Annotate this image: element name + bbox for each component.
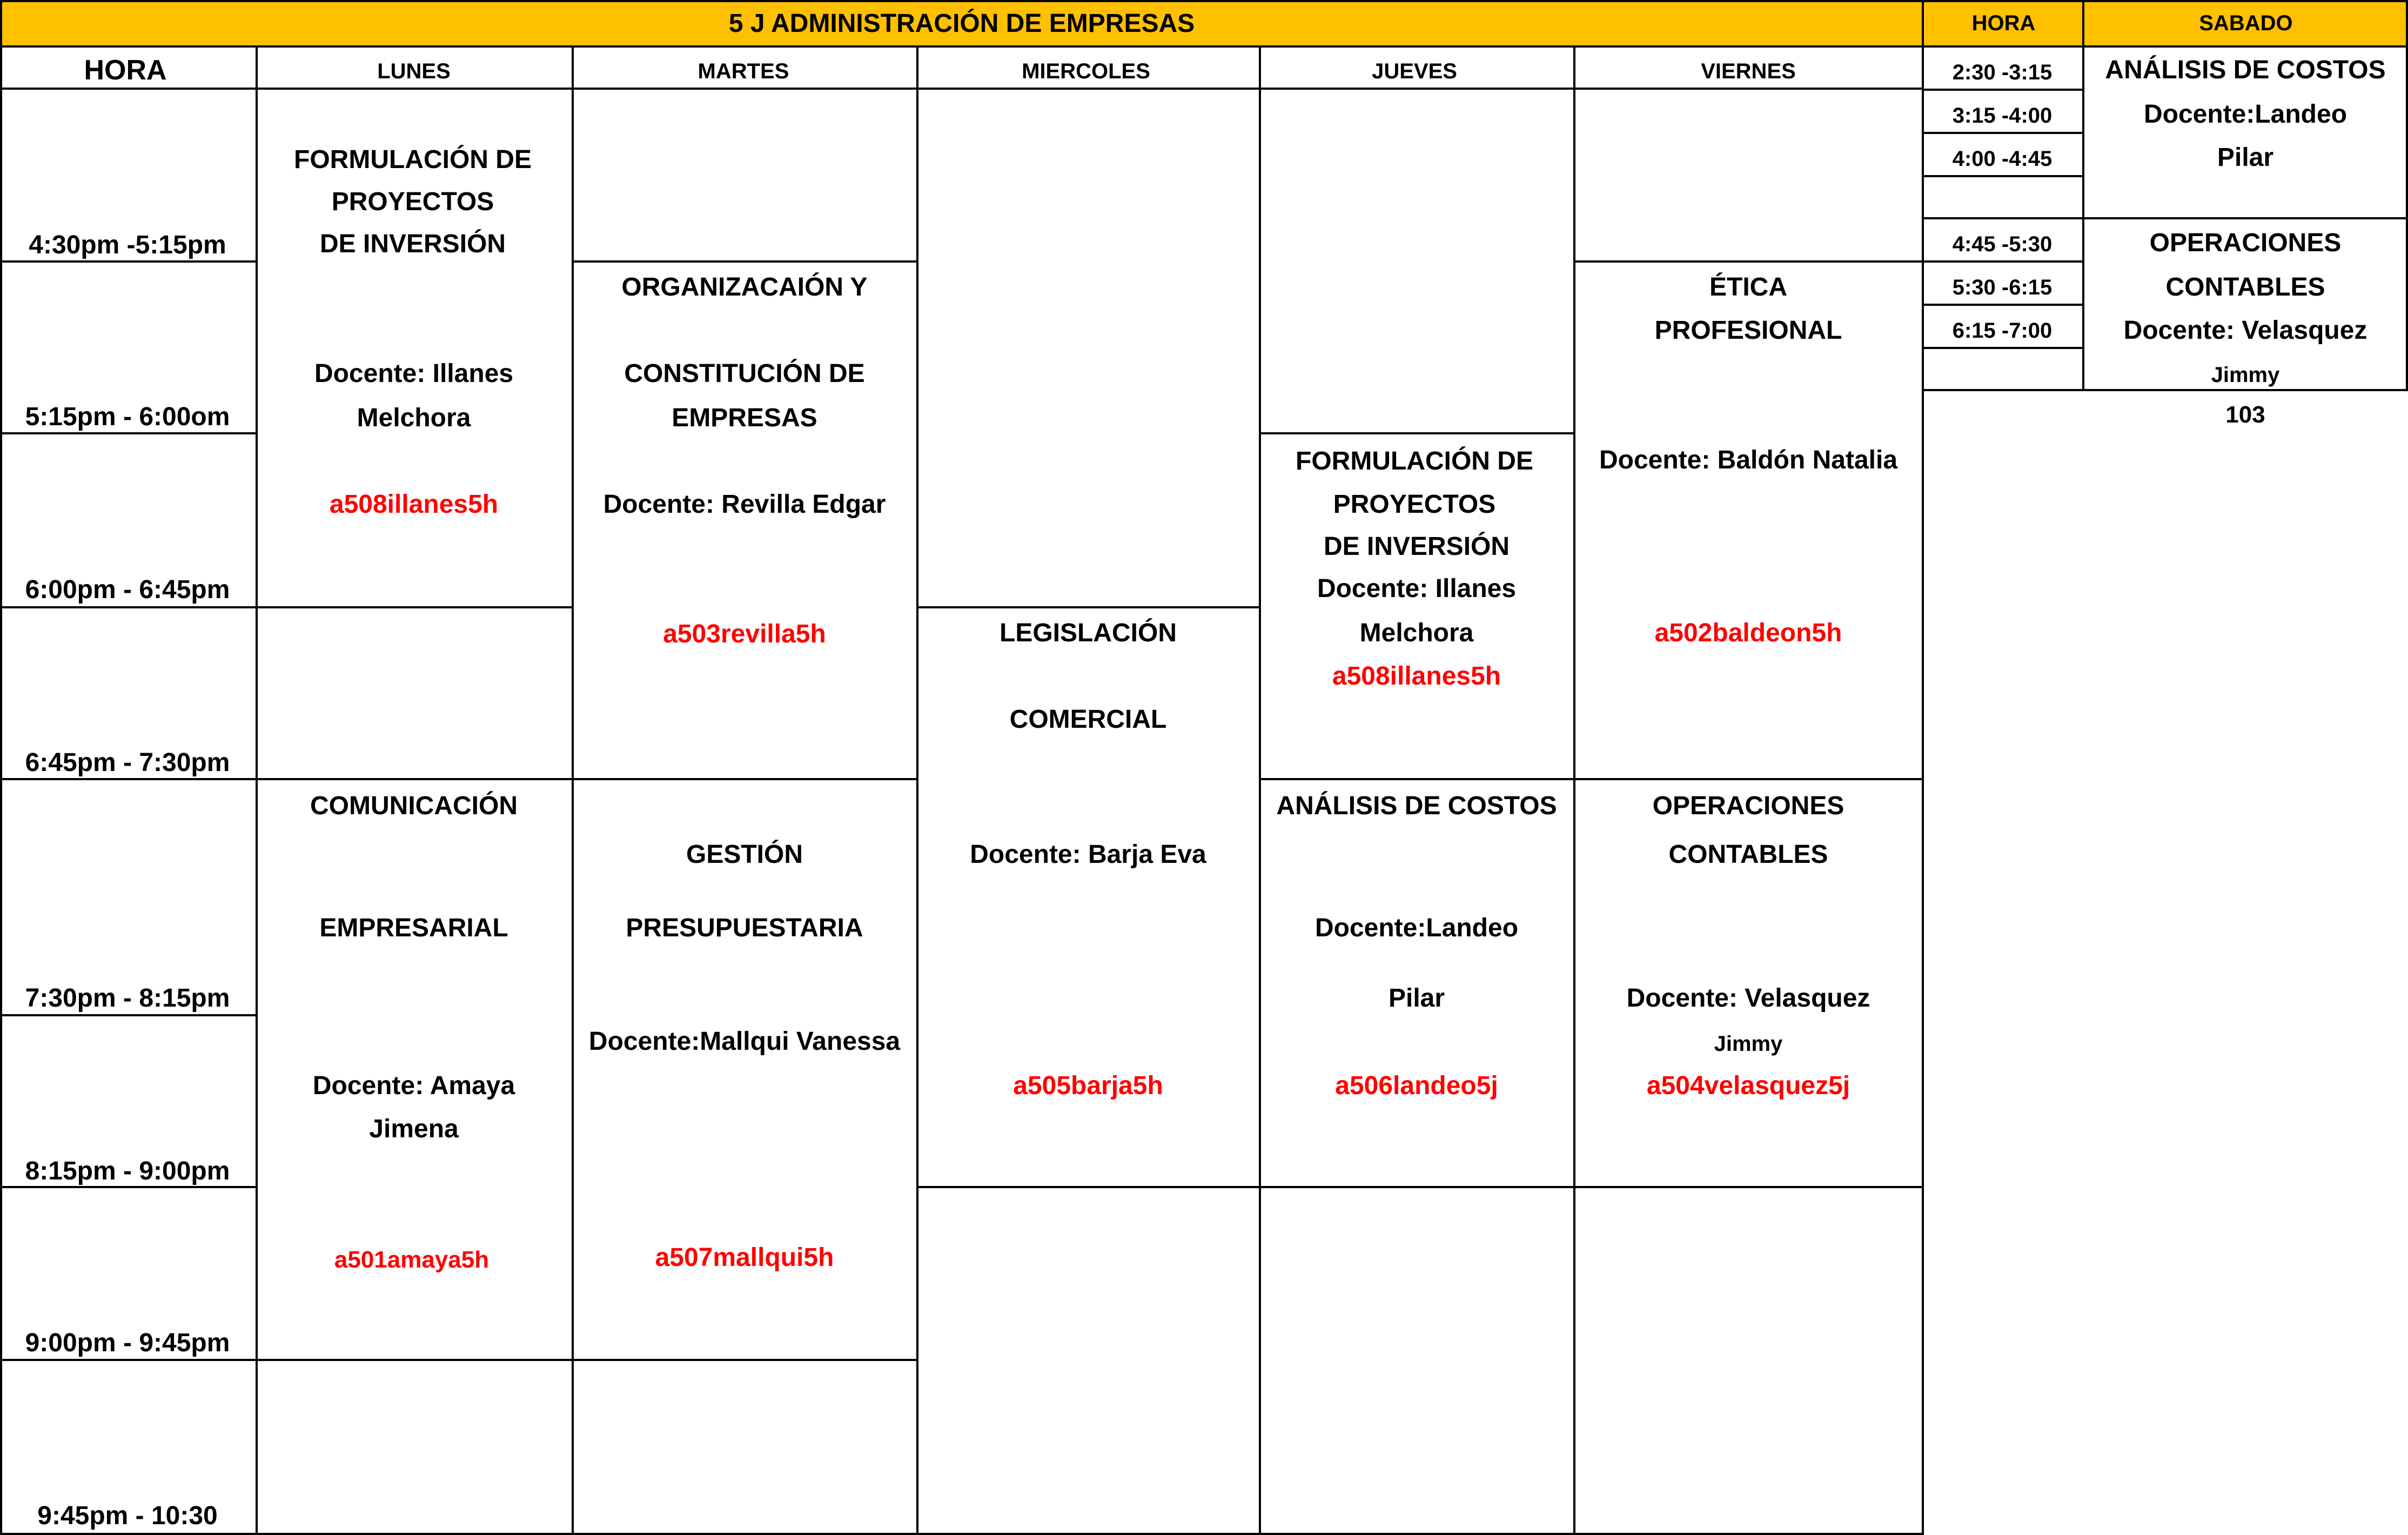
saturday-time-slot: 6:15 -7:00	[1952, 319, 2052, 343]
teacher-name: Docente: Illanes	[1317, 574, 1517, 603]
course-name: LEGISLACIÓN	[999, 619, 1177, 647]
course-name: ÉTICA	[1709, 273, 1787, 301]
course-name: FORMULACIÓN DE	[294, 145, 532, 174]
course-name: COMUNICACIÓN	[310, 792, 518, 820]
time-slot: 7:30pm - 8:15pm	[25, 984, 230, 1013]
teacher-name: Pilar	[1388, 984, 1445, 1013]
col-header-miercoles: MIERCOLES	[1022, 59, 1150, 83]
course-code: a501amaya5h	[334, 1246, 489, 1273]
time-slot: 8:15pm - 9:00pm	[25, 1157, 230, 1185]
saturday-time-slot: 4:00 -4:45	[1952, 147, 2052, 171]
teacher-name: Docente: Velasquez	[2123, 316, 2367, 345]
course-name: PROFESIONAL	[1654, 316, 1842, 345]
course-code: a505barja5h	[1013, 1071, 1163, 1100]
course-name: COMERCIAL	[1009, 705, 1167, 734]
teacher-name: Docente: Velasquez	[1626, 984, 1870, 1013]
teacher-name: Pilar	[2217, 143, 2274, 172]
course-name: GESTIÓN	[686, 840, 803, 869]
teacher-name: Docente: Revilla Edgar	[603, 490, 886, 519]
col-header-hora: HORA	[84, 55, 167, 86]
saturday-time-slot: 4:45 -5:30	[1952, 232, 2052, 256]
teacher-name: Jimena	[369, 1115, 459, 1143]
schedule-title: 5 J ADMINISTRACIÓN DE EMPRESAS	[0, 0, 1923, 46]
course-name: EMPRESARIAL	[319, 914, 508, 942]
teacher-name: Jimmy	[1714, 1032, 1783, 1056]
teacher-name: Docente: Amaya	[312, 1071, 515, 1100]
course-code: a503revilla5h	[663, 620, 826, 648]
saturday-hora-header: HORA	[1923, 0, 2084, 46]
teacher-name: Docente: Barja Eva	[970, 840, 1206, 869]
teacher-name: Docente:Landeo	[2143, 100, 2347, 129]
teacher-name: Docente:Mallqui Vanessa	[588, 1027, 901, 1056]
time-slot: 9:00pm - 9:45pm	[25, 1329, 230, 1357]
time-slot: 5:15pm - 6:00om	[25, 403, 230, 431]
time-slot: 6:45pm - 7:30pm	[25, 748, 230, 777]
teacher-name: Docente: Baldón Natalia	[1599, 446, 1898, 474]
course-code: a504velasquez5j	[1646, 1071, 1850, 1100]
course-name: PROYECTOS	[331, 187, 494, 216]
course-name: PRESUPUESTARIA	[626, 914, 863, 942]
saturday-time-slot: 5:30 -6:15	[1952, 276, 2052, 299]
course-code: a502baldeon5h	[1654, 619, 1842, 647]
teacher-name: Jimmy	[2211, 363, 2280, 387]
time-slot: 4:30pm -5:15pm	[29, 231, 226, 259]
teacher-name: Docente: Illanes	[314, 359, 514, 388]
course-name: PROYECTOS	[1333, 490, 1496, 519]
course-name: CONSTITUCIÓN DE	[624, 359, 865, 388]
saturday-time-slot: 3:15 -4:00	[1952, 104, 2052, 128]
col-header-lunes: LUNES	[377, 59, 451, 83]
course-name: DE INVERSIÓN	[319, 230, 506, 258]
teacher-name: Melchora	[1359, 619, 1474, 647]
saturday-time-slot: 2:30 -3:15	[1952, 61, 2052, 84]
course-code: a507mallqui5h	[655, 1243, 834, 1272]
saturday-header: SABADO	[2084, 0, 2408, 46]
course-name: ANÁLISIS DE COSTOS	[1276, 792, 1557, 820]
course-code: a508illanes5h	[1332, 662, 1501, 691]
col-header-martes: MARTES	[697, 59, 789, 83]
time-slot: 6:00pm - 6:45pm	[25, 575, 230, 604]
col-header-viernes: VIERNES	[1701, 59, 1796, 83]
course-name: ANÁLISIS DE COSTOS	[2105, 56, 2386, 84]
course-name: EMPRESAS	[672, 404, 817, 432]
course-name: FORMULACIÓN DE	[1296, 447, 1533, 475]
time-slot: 9:45pm - 10:30	[37, 1502, 218, 1530]
teacher-name: Docente:Landeo	[1314, 914, 1519, 942]
course-name: DE INVERSIÓN	[1323, 532, 1510, 561]
course-name: OPERACIONES	[1652, 792, 1844, 820]
col-header-jueves: JUEVES	[1372, 59, 1457, 83]
course-code: a506landeo5j	[1335, 1071, 1498, 1100]
room-number: 103	[2225, 401, 2265, 428]
course-name: CONTABLES	[2165, 273, 2325, 301]
course-name: ORGANIZACAIÓN Y	[621, 273, 868, 301]
course-name: OPERACIONES	[2149, 229, 2342, 257]
course-code: a508illanes5h	[329, 490, 499, 519]
course-name: CONTABLES	[1668, 840, 1828, 869]
teacher-name: Melchora	[357, 404, 471, 432]
